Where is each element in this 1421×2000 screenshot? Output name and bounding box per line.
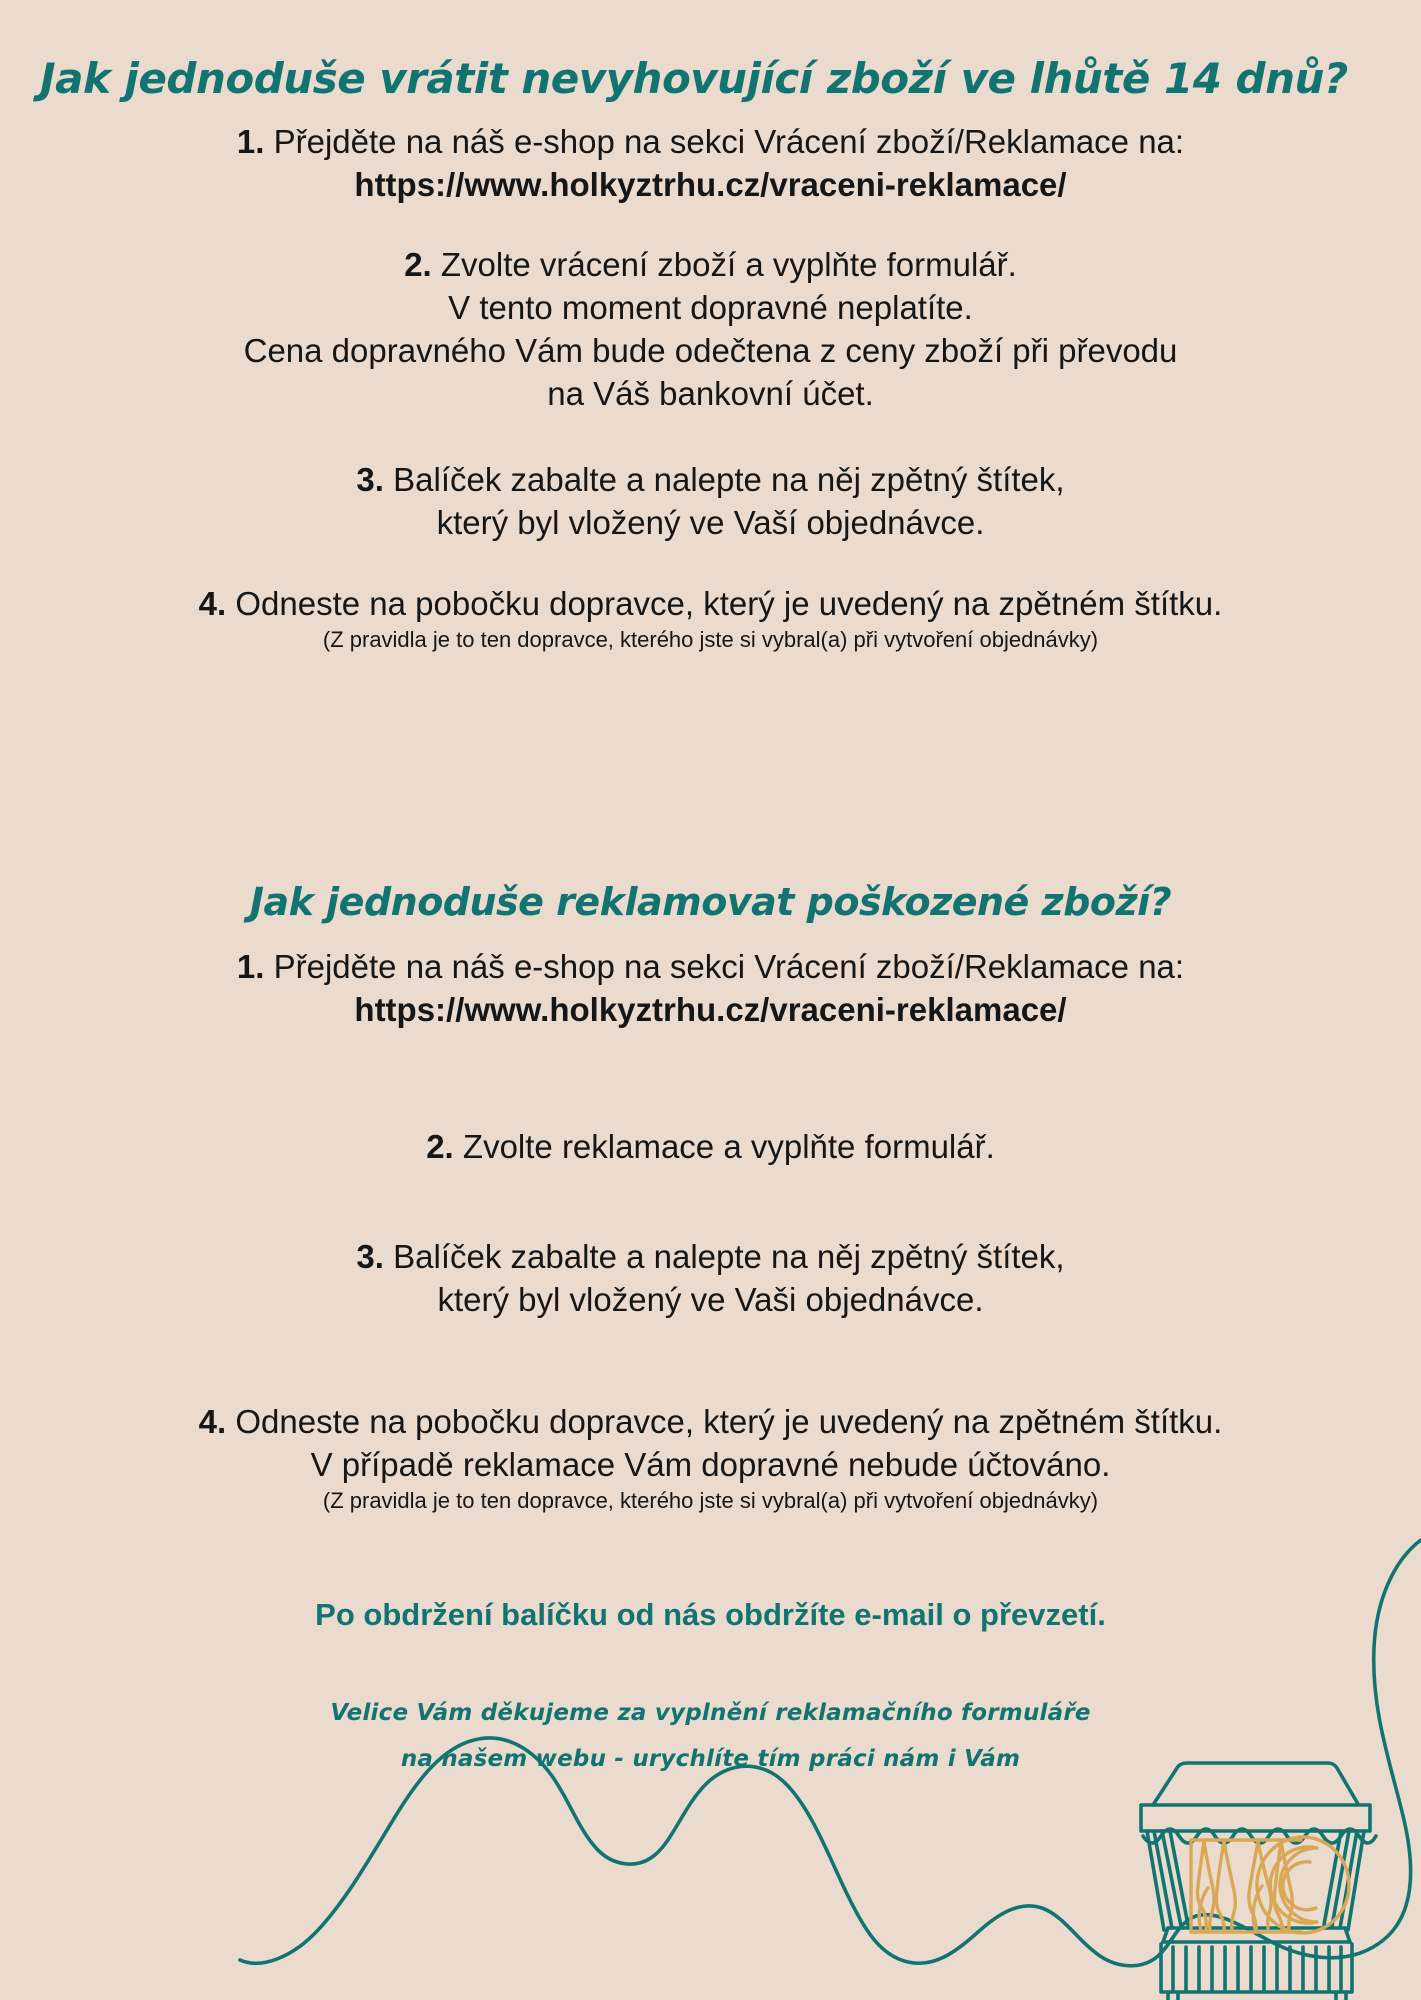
complaints-step-3-text-1: Balíček zabalte a nalepte na něj zpětný štítek,: [393, 1238, 1065, 1275]
complaints-step-4-text-2: V případě reklamace Vám dopravné nebude účtováno.: [310, 1446, 1111, 1483]
returns-step-4: [0, 582, 1421, 655]
returns-step-1-line: [0, 120, 1421, 163]
complaints-step-4-line-1: [0, 1400, 1421, 1443]
complaints-step-4: [0, 1400, 1421, 1516]
complaints-step-1-text: Přejděte na náš e-shop na sekci Vrácení zboží/Reklamace na:: [273, 948, 1185, 985]
returns-step-2: [0, 243, 1421, 415]
complaints-step-4-text-1: Odneste na pobočku dopravce, který je uvedený na zpětném štítku.: [235, 1403, 1223, 1440]
returns-step-1-url[interactable]: https://www.holkyztrhu.cz/vraceni-reklamace/: [354, 166, 1067, 203]
complaints-step-3-line-1: [0, 1235, 1421, 1278]
returns-step-1: [0, 120, 1421, 206]
returns-step-3-text-2: který byl vložený ve Vaší objednávce.: [436, 504, 985, 541]
returns-step-3-line-1: [0, 458, 1421, 501]
complaints-step-4-number: 4.: [198, 1403, 227, 1440]
returns-step-2-text-1: Zvolte vrácení zboží a vyplňte formulář.: [440, 246, 1017, 283]
returns-step-1-number: 1.: [236, 123, 265, 160]
complaints-step-4-note: (Z pravidla je to ten dopravce, kterého jste si vybral(a) při vytvoření objednávky): [322, 1488, 1099, 1513]
complaints-step-2-text: Zvolte reklamace a vyplňte formulář.: [462, 1128, 995, 1165]
returns-step-4-number: 4.: [198, 585, 227, 622]
returns-step-3-number: 3.: [356, 461, 384, 498]
returns-step-4-text-1: Odneste na pobočku dopravce, který je uvedený na zpětném štítku.: [235, 585, 1223, 622]
complaints-step-1-url[interactable]: https://www.holkyztrhu.cz/vraceni-reklamace/: [354, 991, 1067, 1028]
complaints-heading: Jak jednoduše reklamovat poškozené zboží?: [249, 880, 1172, 924]
complaints-step-2-line: [0, 1125, 1421, 1168]
returns-step-1-text: Přejděte na náš e-shop na sekci Vrácení zboží/Reklamace na:: [273, 123, 1185, 160]
returns-step-2-line-1: [0, 243, 1421, 286]
returns-step-2-number: 2.: [404, 246, 432, 283]
confirmation-text: Po obdržení balíčku od nás obdržíte e-mail o převzetí.: [315, 1597, 1106, 1632]
returns-step-3-text-1: Balíček zabalte a nalepte na něj zpětný štítek,: [393, 461, 1065, 498]
returns-step-4-line-1: [0, 582, 1421, 625]
complaints-step-2-number: 2.: [426, 1128, 454, 1165]
returns-heading: Jak jednoduše vrátit nevyhovující zboží ve lhůtě 14 dnů?: [40, 54, 1348, 103]
thanks-line-1: Velice Vám děkujeme za vyplnění reklamačního formuláře: [330, 1700, 1091, 1726]
returns-step-3: [0, 458, 1421, 544]
thanks-line-2: na našem webu - urychlíte tím práci nám i Vám: [400, 1746, 1021, 1772]
returns-step-2-text-3: Cena dopravného Vám bude odečtena z ceny zboží při převodu: [243, 332, 1178, 369]
complaints-step-1-line: [0, 945, 1421, 988]
stall-merchandise: [1191, 1837, 1349, 1933]
returns-step-4-note: (Z pravidla je to ten dopravce, kterého jste si vybral(a) při vytvoření objednávky): [322, 627, 1099, 652]
returns-step-2-text-4: na Váš bankovní účet.: [547, 375, 874, 412]
complaints-step-1-number: 1.: [236, 948, 265, 985]
complaints-step-2: [0, 1125, 1421, 1168]
complaints-step-1: [0, 945, 1421, 1031]
market-stall-illustration: [1141, 1763, 1376, 2000]
complaints-step-3-number: 3.: [356, 1238, 384, 1275]
confirmation-block: [0, 1595, 1421, 1635]
returns-step-2-text-2: V tento moment dopravné neplatíte.: [448, 289, 973, 326]
complaints-step-3-text-2: který byl vložený ve Vaši objednávce.: [437, 1281, 984, 1318]
complaints-step-3: [0, 1235, 1421, 1321]
thanks-block: [0, 1690, 1421, 1782]
